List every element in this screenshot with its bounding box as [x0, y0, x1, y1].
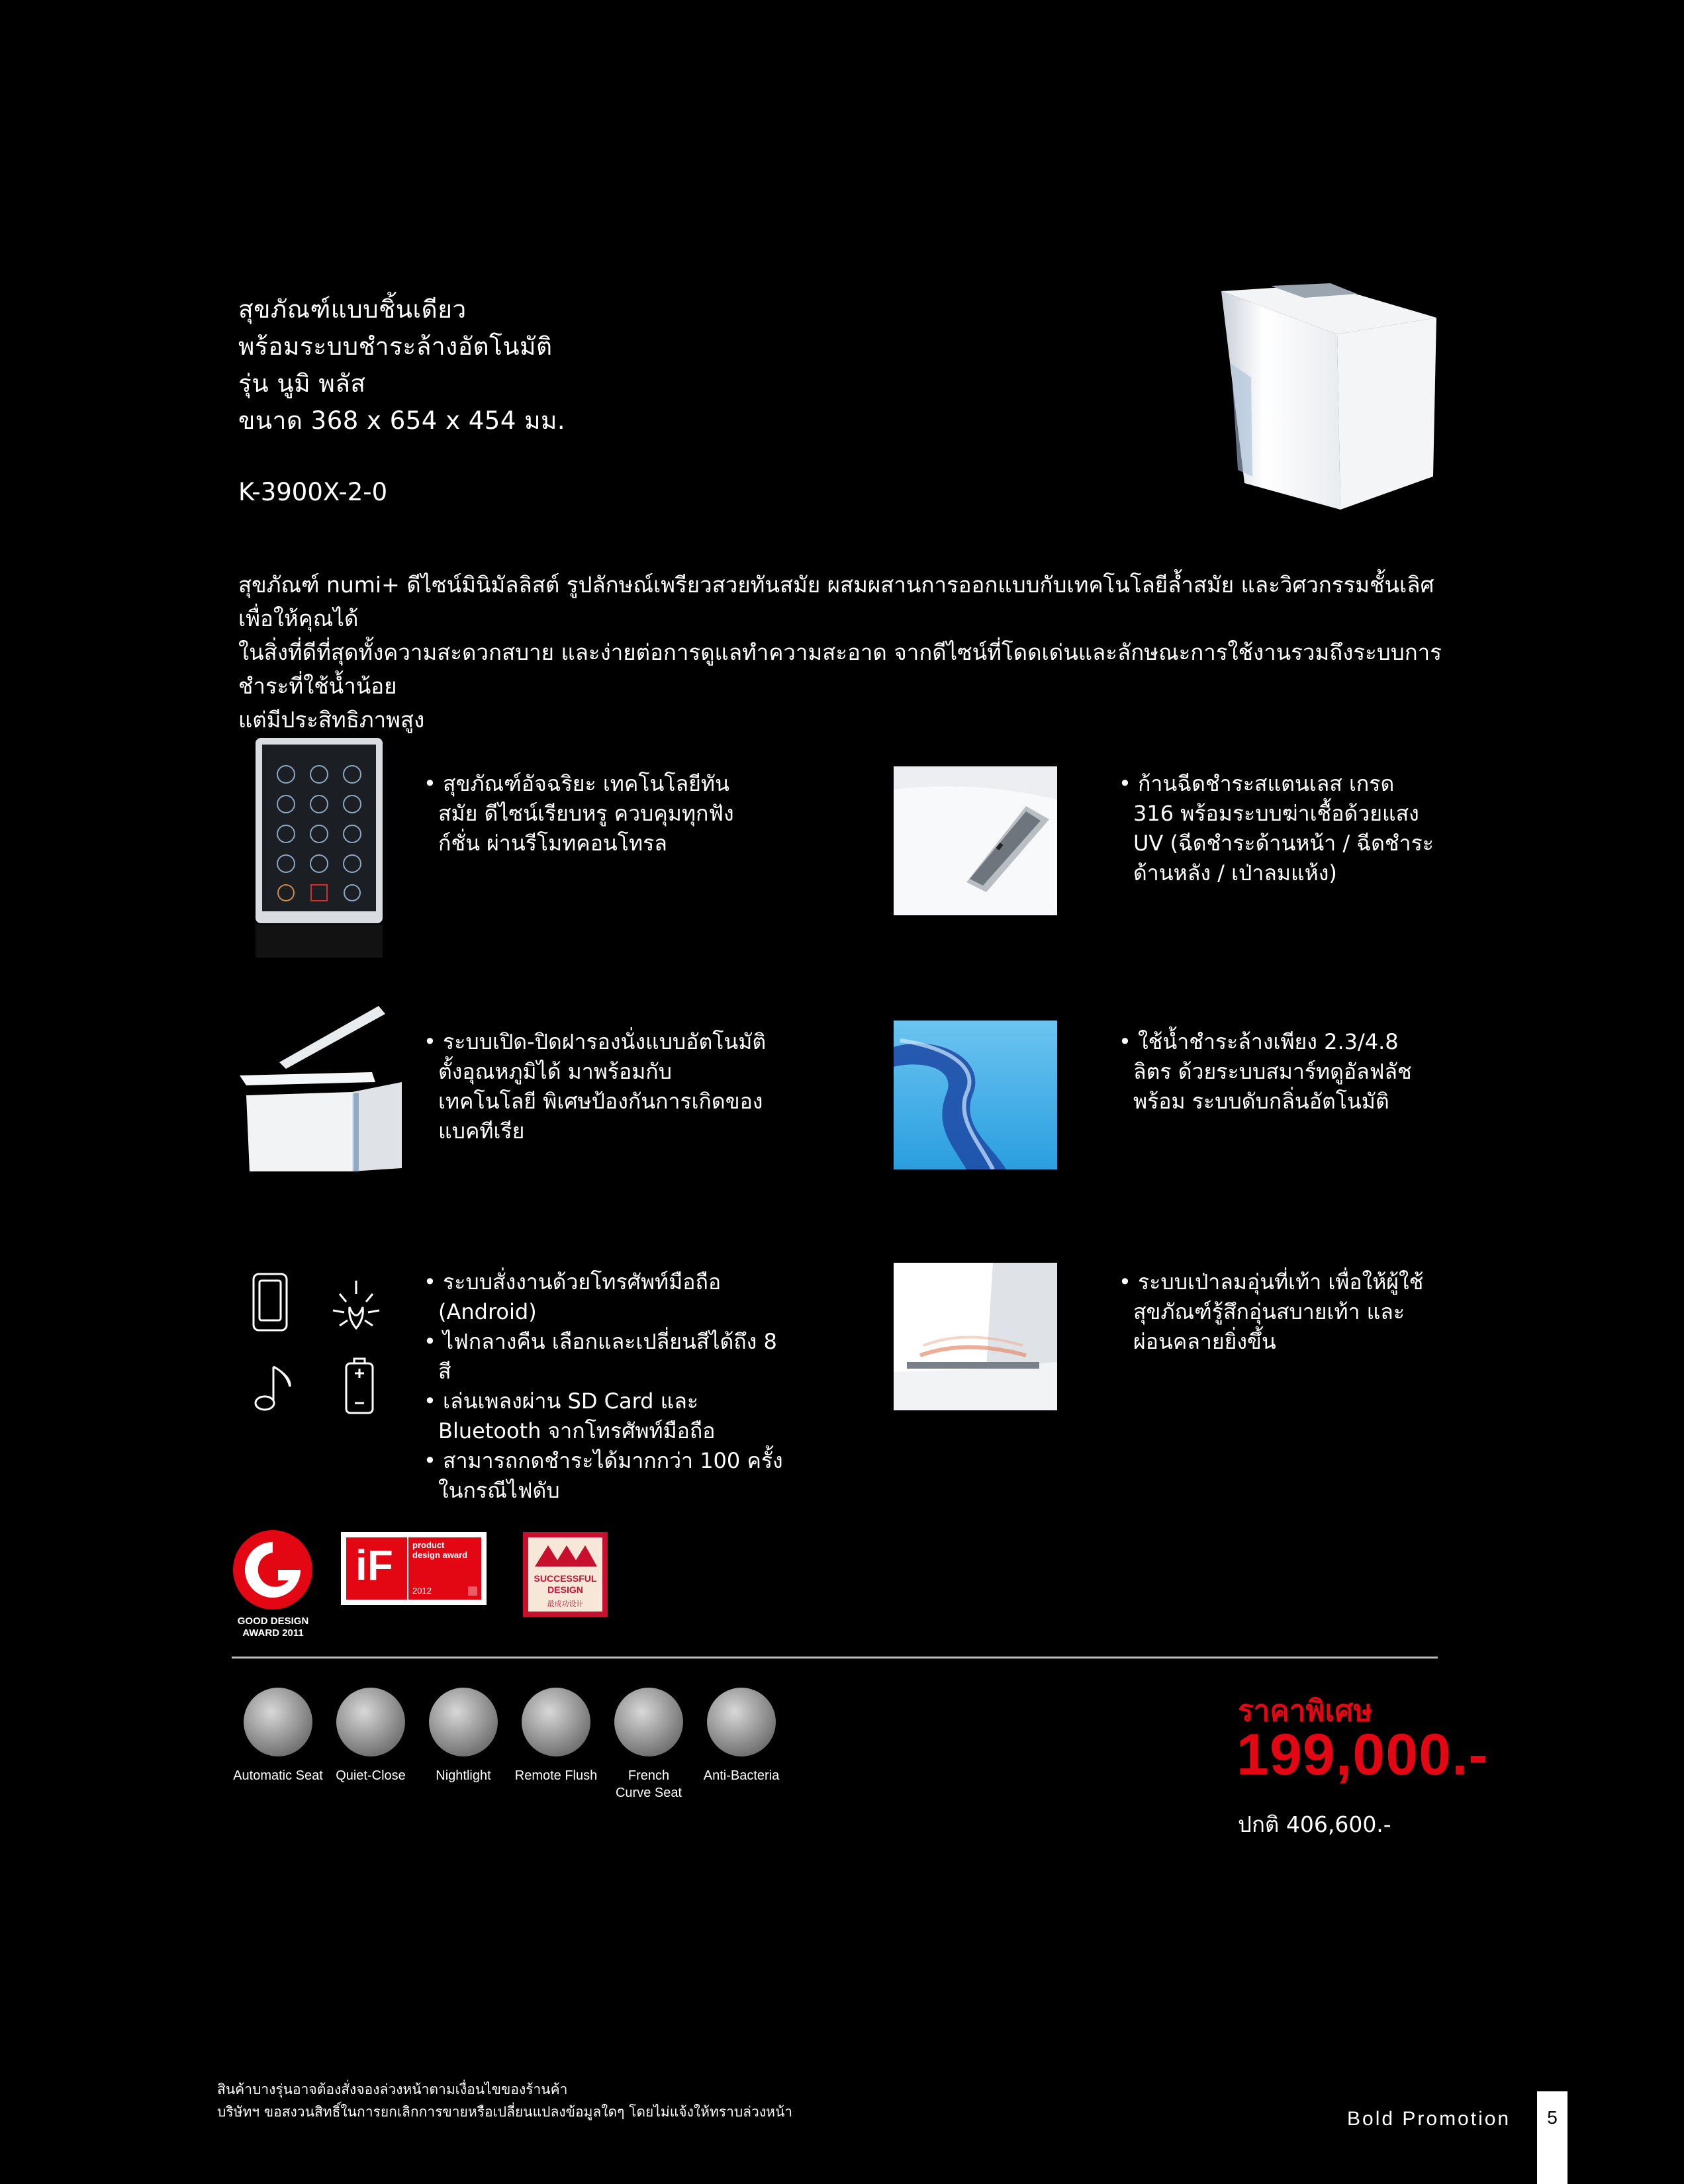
feature-bullet: • ระบบเป่าลมอุ่นที่เท้า เพื่อให้ผู้ใช้ สุขภัณฑ์รู้สึกอุ่นสบายเท้า และผ่อนคลายยิ่งขึ้น	[1119, 1269, 1424, 1354]
nightlight-bulb-icon	[333, 1281, 379, 1328]
function-label: Anti-Bacteria	[703, 1768, 780, 1783]
page-number-box	[1537, 2091, 1567, 2184]
feature-bullet: • เล่นเพลงผ่าน SD Card และ Bluetooth จากโทรศัพท์มือถือ	[424, 1388, 716, 1443]
foot-warmer-image	[894, 1263, 1057, 1410]
function-label: Automatic Seat	[233, 1768, 323, 1783]
smart-feature-icons	[244, 1267, 409, 1433]
function-automatic-seat	[232, 1688, 324, 1784]
mobile-phone-icon	[254, 1274, 287, 1330]
if-design-award-logo: iF product design award 2012	[341, 1532, 487, 1605]
footer-note: สินค้าบางรุ่นอาจต้องสั่งจองล่วงหน้าตามเงื่อนไขของร้านค้า	[217, 2081, 568, 2097]
battery-icon	[346, 1359, 373, 1413]
function-nightlight	[417, 1688, 510, 1784]
feature-bullet: • ระบบเปิด-ปิดฝารองนั่งแบบอัตโนมัติ ตั้งอุณหภูมิได้ มาพร้อมกับเทคโนโลยี พิเศษป้องกันการเกิดของแบคทีเรีย	[424, 1029, 767, 1144]
description-line: ในสิ่งที่ดีที่สุดทั้งความสะดวกสบาย และง่ายต่อการดูแลทำความสะอาด จากดีไซน์ที่โดดเด่นและลักษณะการใช้งานรวมถึงระบบการชำระที่ใช้น้ำน้อย	[238, 639, 1442, 699]
model-code: K-3900X-2-0	[238, 478, 388, 506]
water-swirl-image	[894, 1021, 1057, 1169]
special-price-value: 199,000.-	[1237, 1721, 1489, 1787]
feature-foot-text	[1119, 1267, 1436, 1357]
title-line: สุขภัณฑ์แบบชิ้นเดียว	[238, 295, 467, 324]
if-award-text: product design award	[412, 1540, 468, 1560]
section-divider	[232, 1657, 1438, 1659]
description-line: แต่มีประสิทธิภาพสูง	[238, 707, 425, 733]
successful-design-award-logo	[523, 1532, 608, 1617]
special-price-label: ราคาพิเศษ	[1238, 1695, 1373, 1727]
function-icons-row	[218, 1688, 794, 1807]
feature-bullet: • ก้านฉีดชำระสแตนเลส เกรด 316 พร้อมระบบฆ่าเชื้อด้วยแสง UV (ฉีดชำระด้านหน้า / ฉีดชำระด้านหลัง / เป่าลมแห้ง)	[1119, 771, 1434, 886]
if-award-year: 2012	[412, 1586, 432, 1596]
title-line: พร้อมระบบชำระล้างอัตโนมัติ	[238, 332, 553, 361]
title-line: ขนาด 368 x 654 x 454 มม.	[238, 406, 566, 435]
music-note-icon	[256, 1367, 290, 1410]
successful-design-cn-text: 最成功设计	[547, 1600, 584, 1608]
feature-bullet: • ใช้น้ำชำระล้างเพียง 2.3/4.8 ลิตร ด้วยระบบสมาร์ทดูอัลฟลัช พร้อม ระบบดับกลิ่นอัตโนมัติ	[1119, 1029, 1412, 1114]
function-french-curve-seat	[602, 1688, 695, 1801]
function-remote-flush	[510, 1688, 602, 1784]
remote-control-image	[252, 738, 387, 963]
title-line: รุ่น นูมิ พลัส	[238, 369, 366, 398]
anti-bacteria-icon	[707, 1688, 776, 1756]
feature-bullet: • ระบบสั่งงานด้วยโทรศัพท์มือถือ (Android)	[424, 1269, 722, 1324]
feature-lid-text	[424, 1027, 768, 1146]
regular-price: ปกติ 406,600.-	[1238, 1811, 1391, 1837]
function-label: Remote Flush	[514, 1768, 598, 1783]
footer-notes	[217, 2078, 792, 2123]
product-title	[238, 291, 565, 439]
function-quiet-close	[324, 1688, 417, 1784]
function-label: French Curve Seat	[615, 1768, 682, 1800]
product-description	[238, 568, 1443, 737]
automatic-seat-icon	[244, 1688, 312, 1756]
brand-name: Bold Promotion	[1347, 2108, 1511, 2130]
quiet-close-icon	[336, 1688, 405, 1756]
good-design-award-logo	[232, 1529, 314, 1641]
feature-smart-text	[424, 1267, 794, 1506]
successful-design-text: SUCCESSFUL DESIGN	[534, 1573, 597, 1595]
description-line: สุขภัณฑ์ numi+ ดีไซน์มินิมัลลิสต์ รูปลักษณ์เพรียวสวยทันสมัย ผสมผสานการออกแบบกับเทคโนโลยีล้ำสมัย และวิศวกรรมชั้นเลิศเพื่อให้คุณได้	[238, 572, 1434, 631]
function-label: Nightlight	[436, 1768, 491, 1783]
feature-bullet: • ไฟกลางคืน เลือกและเปลี่ยนสีได้ถึง 8 สี	[424, 1329, 777, 1384]
function-label: Quiet-Close	[336, 1768, 406, 1783]
feature-bullet: • สุขภัณฑ์อัจฉริยะ เทคโนโลยีทันสมัย ดีไซน์เรียบหรู ควบคุมทุกฟังก์ชั่น ผ่านรีโมทคอนโทรล	[424, 771, 734, 856]
nightlight-icon	[429, 1688, 498, 1756]
remote-flush-icon	[522, 1688, 590, 1756]
feature-water-text	[1119, 1027, 1436, 1116]
hero-toilet-image	[1205, 278, 1443, 516]
bidet-wand-image	[894, 766, 1057, 915]
page-number: 5	[1547, 2107, 1558, 2128]
good-design-award-text: GOOD DESIGN AWARD 2011	[237, 1615, 309, 1639]
feature-bullet: • สามารถกดชำระได้มากกว่า 100 ครั้ง ในกรณีไฟดับ	[424, 1448, 783, 1503]
auto-lid-image	[240, 999, 405, 1171]
function-anti-bacteria	[695, 1688, 788, 1784]
french-curve-seat-icon	[614, 1688, 683, 1756]
feature-remote-text	[424, 769, 768, 858]
feature-wand-text	[1119, 769, 1436, 888]
footer-note: บริษัทฯ ขอสงวนสิทธิ์ในการยกเลิกการขายหรือเปลี่ยนแปลงข้อมูลใดๆ โดยไม่แจ้งให้ทราบล่วงหน้า	[217, 2104, 793, 2120]
